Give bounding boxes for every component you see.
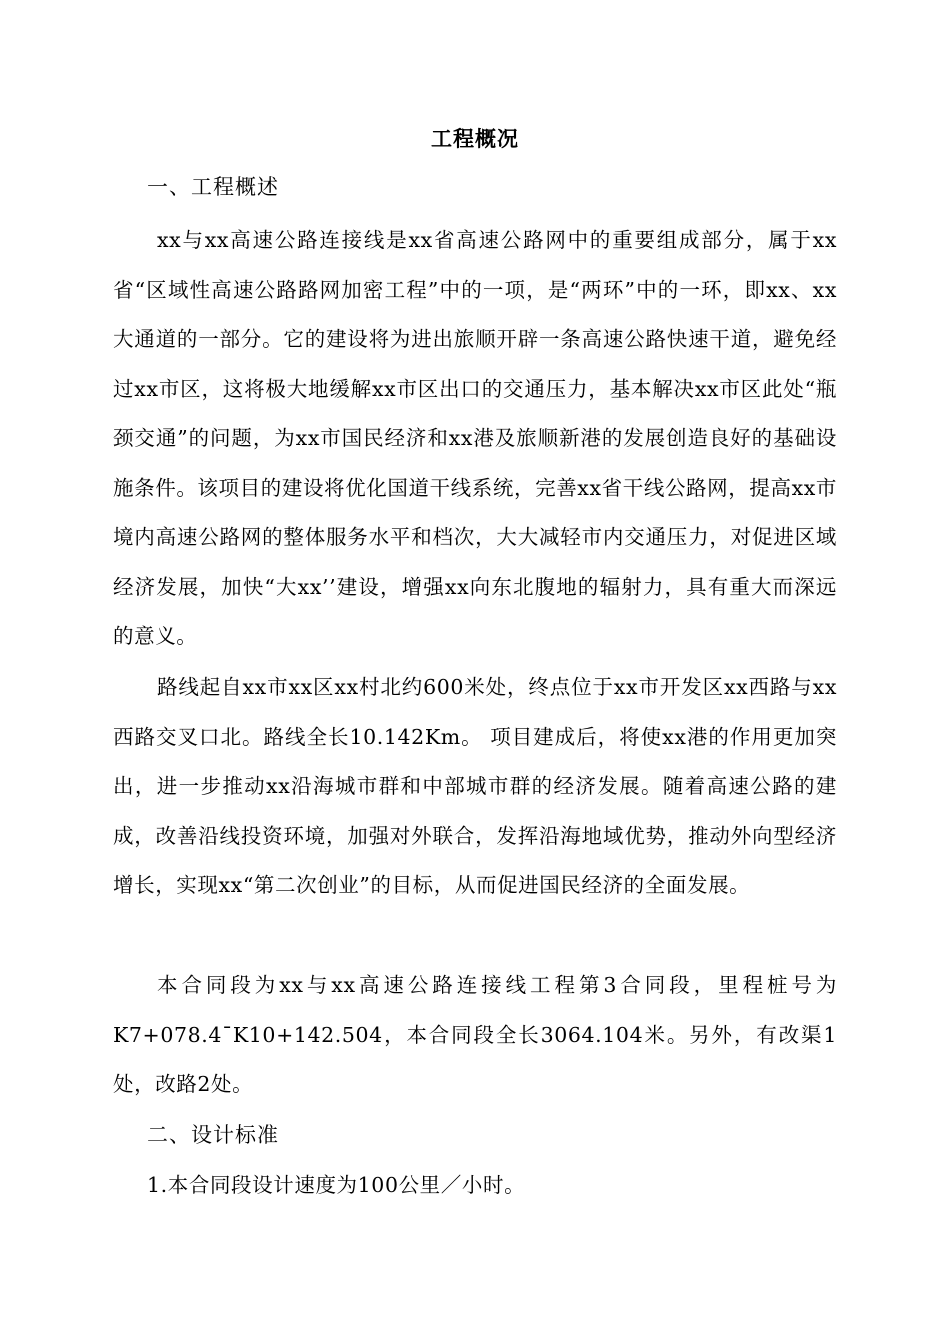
design-standard-item-1: 1.本合同段设计速度为100公里／小时。 bbox=[147, 1173, 526, 1197]
section-heading-design-standard: 二、设计标准 bbox=[147, 1123, 279, 1147]
paragraph-overview-2: 路线起自xx市xx区xx村北约600米处，终点位于xx市开发区xx西路与xx西路交叉口北。路线全长10.142Km。 项目建成后，将使xx港的作用更加突出，进一步推动xx沿海城市群和中部城市群的经济发展。随着高速公路的建成，改善沿线投资环境，加强对外联合，发挥沿海地域优势，推动外向型经济增长，实现xx“第二次创业”的目标，从而促进国民经济的全面发展。 bbox=[113, 675, 837, 897]
paragraph-overview-1: xx与xx高速公路连接线是xx省高速公路网中的重要组成部分，属于xx省“区域性高速公路路网加密工程”中的一项，是“两环”中的一环，即xx、xx大通道的一部分。它的建设将为进出旅顺开辟一条高速公路快速干道，避免经过xx市区，这将极大地缓解xx市区出口的交通压力，基本解决xx市区此处“瓶颈交通”的问题，为xx市国民经济和xx港及旅顺新港的发展创造良好的基础设施条件。该项目的建设将优化国道干线系统，完善xx省干线公路网，提高xx市境内高速公路网的整体服务水平和档次，大大减轻市内交通压力，对促进区域经济发展，加快“大xx’’建设，增强xx向东北腹地的辐射力，具有重大而深远的意义。 bbox=[113, 228, 837, 648]
section-heading-overview: 一、工程概述 bbox=[147, 175, 279, 199]
document-title: 工程概况 bbox=[431, 126, 519, 151]
paragraph-overview-3: 本合同段为xx与xx高速公路连接线工程第3合同段，里程桩号为K7+078.4¯K10+142.504，本合同段全长3064.104米。另外，有改渠1处，改路2处。 bbox=[113, 973, 837, 1096]
